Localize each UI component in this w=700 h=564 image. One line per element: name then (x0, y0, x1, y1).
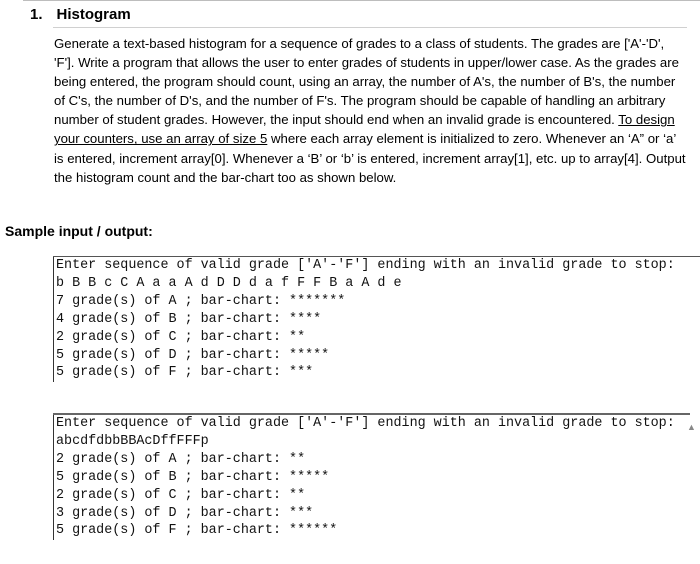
console-line: 5 grade(s) of F ; bar-chart: *** (53, 364, 700, 382)
console-line: 2 grade(s) of C ; bar-chart: ** (53, 329, 700, 347)
console-output-2 (53, 413, 690, 540)
problem-text-part-1: Generate a text-based histogram for a sequence of grades to a class of students. The grades are ['A'-'D', 'F']. Write a program that allows the user to enter grades of students in upper/lower case. As the grades are being entered, the program should count, using an array, the number of A's, the number of B's, the number of C's, the number of D's, and the number of F's. The program should be capable of handling an arbitrary number of student grades. However, the input should end when an invalid grade is encountered. (54, 36, 679, 128)
scroll-up-icon[interactable]: ▲ (687, 422, 696, 432)
console-line: 4 grade(s) of B ; bar-chart: **** (53, 311, 700, 329)
problem-text-part-2: where each array element is initialized to zero. Whenever an ‘A” or ‘a’ is entered, increment array[0]. Whenever a ‘B’ or ‘b’ is entered, increment array[1], etc. up to array[4]. Output the histogram count and the bar-chart too as shown below. (54, 131, 686, 185)
console-line: Enter sequence of valid grade ['A'-'F'] ending with an invalid grade to stop: (53, 415, 690, 433)
console-line: abcdfdbbBBAcDffFFFp (53, 433, 690, 451)
section-title: Histogram (56, 6, 131, 23)
console-line: b B B c C A a a A d D D d a f F F B a A d e (53, 275, 700, 293)
console-line: 5 grade(s) of D ; bar-chart: ***** (53, 347, 700, 365)
top-divider (23, 0, 700, 1)
console-line: Enter sequence of valid grade ['A'-'F'] ending with an invalid grade to stop: (53, 257, 700, 275)
console-line: 7 grade(s) of A ; bar-chart: ******* (53, 293, 700, 311)
sample-io-heading: Sample input / output: (5, 223, 153, 239)
console-line: 5 grade(s) of F ; bar-chart: ****** (53, 522, 690, 540)
console-line: 3 grade(s) of D ; bar-chart: *** (53, 505, 690, 523)
heading-divider (53, 27, 687, 28)
section-heading (30, 6, 131, 23)
console-line: 2 grade(s) of A ; bar-chart: ** (53, 451, 690, 469)
console-line: 5 grade(s) of B ; bar-chart: ***** (53, 469, 690, 487)
problem-text-underlined: To design your counters, use an array of size 5 (54, 112, 675, 147)
problem-description (54, 34, 686, 187)
console-output-1 (53, 256, 700, 382)
section-number: 1. (30, 6, 43, 23)
console-line: 2 grade(s) of C ; bar-chart: ** (53, 487, 690, 505)
